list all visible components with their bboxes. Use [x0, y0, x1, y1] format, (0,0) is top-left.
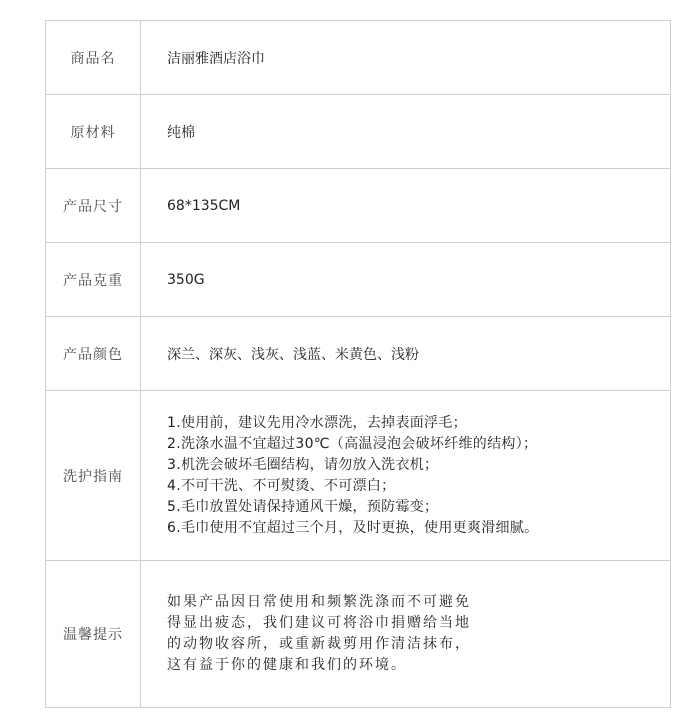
tips-text: [141, 561, 670, 707]
tips-line: 这有益于你的健康和我们的环境。: [167, 657, 407, 673]
care-line: 4.不可干洗、不可熨烫、不可漂白；: [167, 477, 396, 494]
row-label: 产品克重: [46, 243, 141, 316]
row-product-name: [46, 21, 670, 95]
row-value: 洁丽雅酒店浴巾: [167, 50, 265, 67]
row-tips: [46, 561, 670, 707]
row-label: 产品颜色: [46, 317, 141, 390]
row-colors: [46, 317, 670, 391]
row-label: 产品尺寸: [46, 169, 141, 242]
row-label: 商品名: [46, 21, 141, 94]
row-label: 温馨提示: [46, 561, 141, 707]
row-value: 68*135CM: [167, 197, 241, 214]
care-guide-text: [141, 391, 670, 560]
row-size: [46, 169, 670, 243]
care-line: 1.使用前，建议先用冷水漂洗，去掉表面浮毛；: [167, 414, 467, 431]
care-line: 3.机洗会破坏毛圈结构，请勿放入洗衣机；: [167, 456, 439, 473]
tips-line: 得显出疲态，我们建议可将浴巾捐赠给当地: [167, 615, 471, 631]
care-line: 2.洗涤水温不宜超过30℃（高温浸泡会破坏纤维的结构）；: [167, 435, 538, 452]
row-value: 纯棉: [167, 124, 195, 141]
care-line: 5.毛巾放置处请保持通风干燥，预防霉变；: [167, 498, 439, 515]
row-label: 原材料: [46, 95, 141, 168]
row-material: [46, 95, 670, 169]
row-value: 深兰、深灰、浅灰、浅蓝、米黄色、浅粉: [167, 346, 419, 363]
tips-line: 如果产品因日常使用和频繁洗涤而不可避免: [167, 594, 471, 610]
product-info-table: [45, 20, 671, 708]
row-care-guide: [46, 391, 670, 561]
row-weight: [46, 243, 670, 317]
tips-line: 的动物收容所，或重新裁剪用作清洁抹布，: [167, 636, 471, 652]
row-value: 350G: [167, 271, 205, 288]
row-label: 洗护指南: [46, 391, 141, 560]
care-line: 6.毛巾使用不宜超过三个月，及时更换，使用更爽滑细腻。: [167, 519, 539, 536]
